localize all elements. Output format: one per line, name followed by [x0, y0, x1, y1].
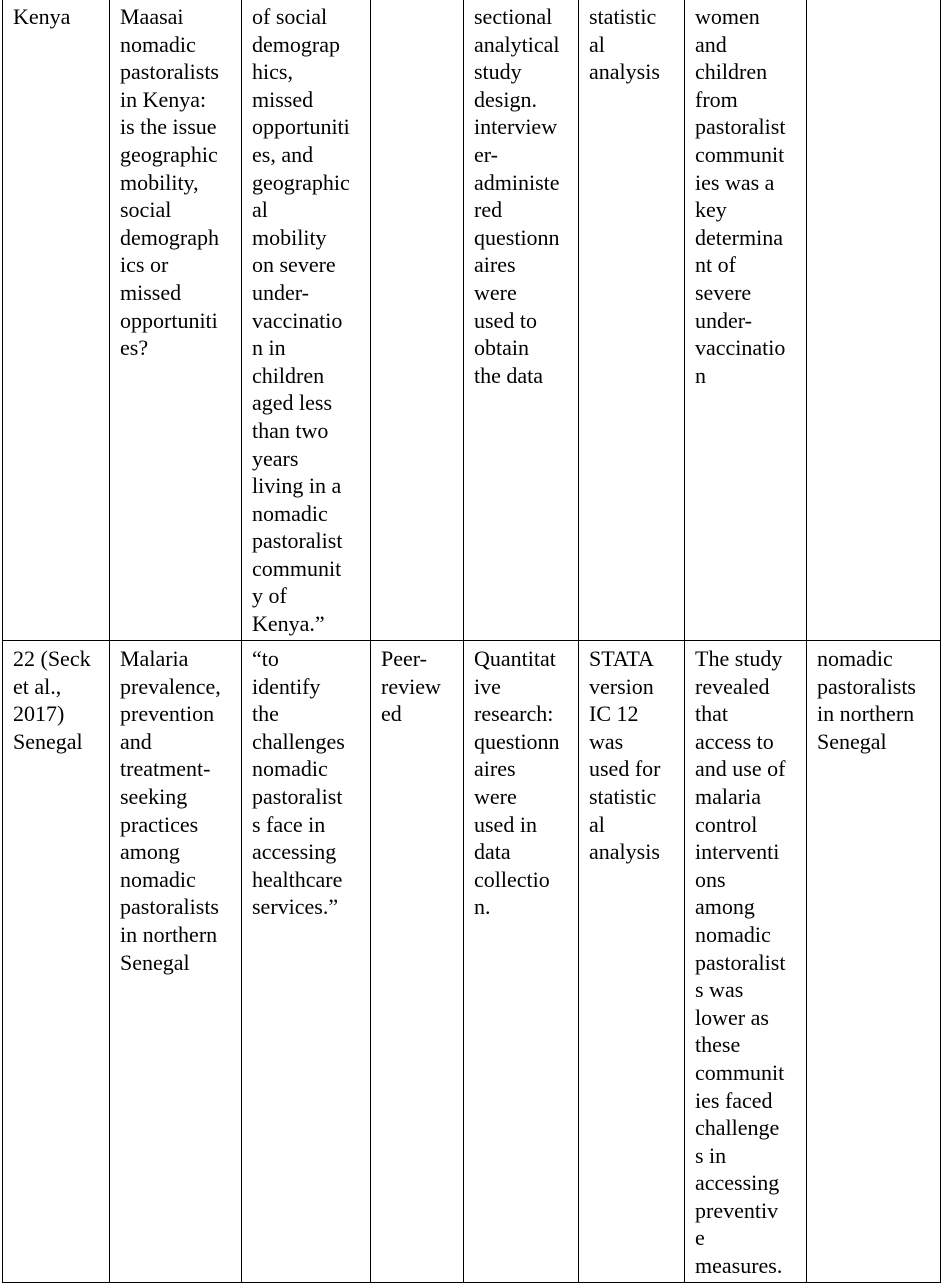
publication-type-cell: [371, 641, 464, 1283]
aim-cell: [242, 0, 371, 641]
publication-type-cell: [371, 0, 464, 641]
study-text: Kenya: [13, 4, 71, 29]
title-text: Malaria prevalence, prevention and treatment- seeking practices among nomadic pastoralists in northern Senegal: [120, 646, 221, 975]
study-text: 22 (Seck et al., 2017) Senegal: [13, 646, 91, 754]
design-cell: [464, 641, 579, 1283]
analysis-text: STATA version IC 12 was used for statistic al analysis: [589, 646, 661, 865]
aim-text: of social demograp hics, missed opportuniti es, and geographic al mobility on severe under- vaccinatio n in children aged less than two years living in a nomadic pastoralist communit y of Kenya.”: [252, 4, 350, 637]
title-text: Maasai nomadic pastoralists in Kenya: is the issue geographic mobility, social demograph ics or missed opportuniti es?: [120, 4, 219, 361]
findings-text: women and children from pastoralist communit ies was a key determina nt of severe under- vaccinatio n: [695, 4, 786, 388]
population-cell: [807, 0, 941, 641]
title-cell: [110, 641, 242, 1283]
analysis-text: statistic al analysis: [589, 4, 660, 85]
publication-type-text: Peer- review ed: [381, 646, 441, 727]
findings-text: The study revealed that access to and use of malaria control interventi ons among nomadic pastoralist s was lower as these communit ies faced challenge s in accessing preventiv e measures.: [695, 646, 786, 1279]
analysis-cell: [579, 0, 685, 641]
findings-cell: [685, 641, 807, 1283]
design-text: sectional analytical study design. interview er- administe red questionn aires were used to obtain the data: [474, 4, 560, 388]
aim-cell: [242, 641, 371, 1283]
analysis-cell: [579, 641, 685, 1283]
table-row: [3, 0, 941, 641]
design-cell: [464, 0, 579, 641]
title-cell: [110, 0, 242, 641]
design-text: Quantitat ive research: questionn aires were used in data collectio n.: [474, 646, 560, 920]
population-cell: [807, 641, 941, 1283]
study-cell: [3, 0, 110, 641]
review-table: [2, 0, 941, 1283]
findings-cell: [685, 0, 807, 641]
population-text: nomadic pastoralists in northern Senegal: [817, 646, 916, 754]
aim-text: “to identify the challenges nomadic pastoralist s face in accessing healthcare services.”: [252, 646, 345, 920]
table-row: [3, 641, 941, 1283]
study-cell: [3, 641, 110, 1283]
